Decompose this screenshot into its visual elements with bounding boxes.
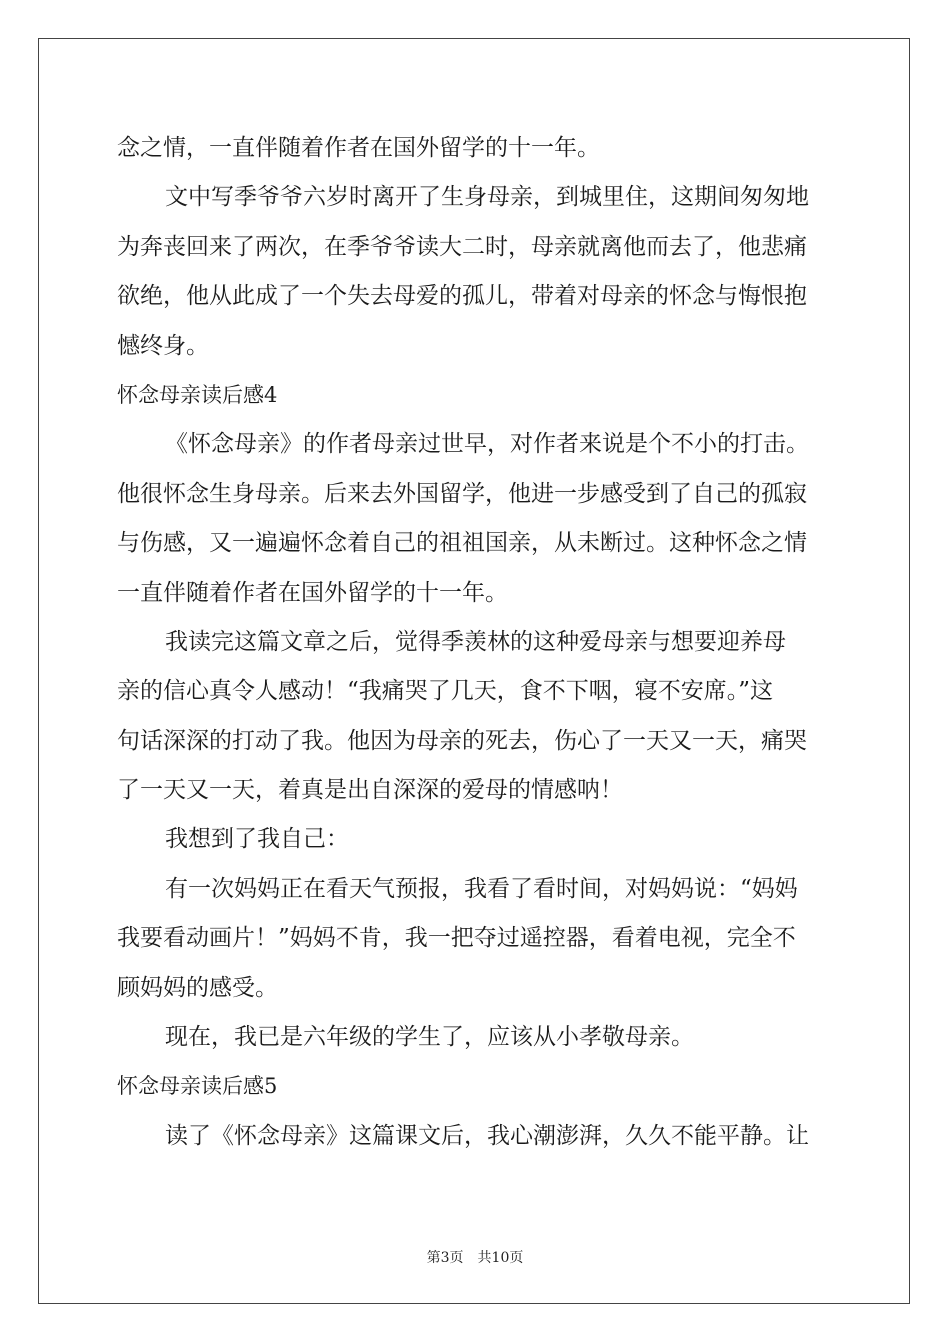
text-line: 他很怀念生身母亲。后来去外国留学，他进一步感受到了自己的孤寂 [117,480,807,507]
text-line: 《怀念母亲》的作者母亲过世早，对作者来说是个不小的打击。 [165,431,809,458]
text-line: 顾妈妈的感受。 [117,974,278,1001]
text-line: 现在，我已是六年级的学生了，应该从小孝敬母亲。 [165,1024,694,1051]
text-line: 我读完这篇文章之后，觉得季羡林的这种爱母亲与想要迎养母 [165,628,786,655]
text-line: 句话深深的打动了我。他因为母亲的死去，伤心了一天又一天，痛哭 [117,727,807,754]
text-line: 读了《怀念母亲》这篇课文后，我心潮澎湃，久久不能平静。让 [165,1122,809,1149]
text-line: 欲绝，他从此成了一个失去母爱的孤儿，带着对母亲的怀念与悔恨抱 [117,283,807,310]
text-line: 有一次妈妈正在看天气预报，我看了看时间，对妈妈说：“妈妈 [165,875,798,902]
text-line: 我想到了我自己： [165,826,349,853]
text-line: 亲的信心真令人感动！“我痛哭了几天，食不下咽，寝不安席。”这 [117,678,774,705]
document-body [117,124,833,1161]
text-line: 文中写季爷爷六岁时离开了生身母亲，到城里住，这期间匆匆地 [165,184,809,211]
text-line: 我要看动画片！”妈妈不肯，我一把夺过遥控器，看着电视，完全不 [117,925,796,952]
text-line: 一直伴随着作者在国外留学的十一年。 [117,579,508,606]
section-heading: 怀念母亲读后感4 [117,382,278,407]
section-heading: 怀念母亲读后感5 [117,1074,278,1099]
text-line: 与伤感，又一遍遍怀念着自己的祖祖国亲，从未断过。这种怀念之情 [117,530,807,557]
text-line: 念之情，一直伴随着作者在国外留学的十一年。 [117,135,600,161]
page-number-footer: 第3页 共10页 [426,1250,524,1266]
text-line: 憾终身。 [117,332,209,359]
text-line: 为奔丧回来了两次，在季爷爷读大二时，母亲就离他而去了，他悲痛 [117,233,807,260]
text-line: 了一天又一天，着真是出自深深的爱母的情感呐！ [117,777,623,804]
